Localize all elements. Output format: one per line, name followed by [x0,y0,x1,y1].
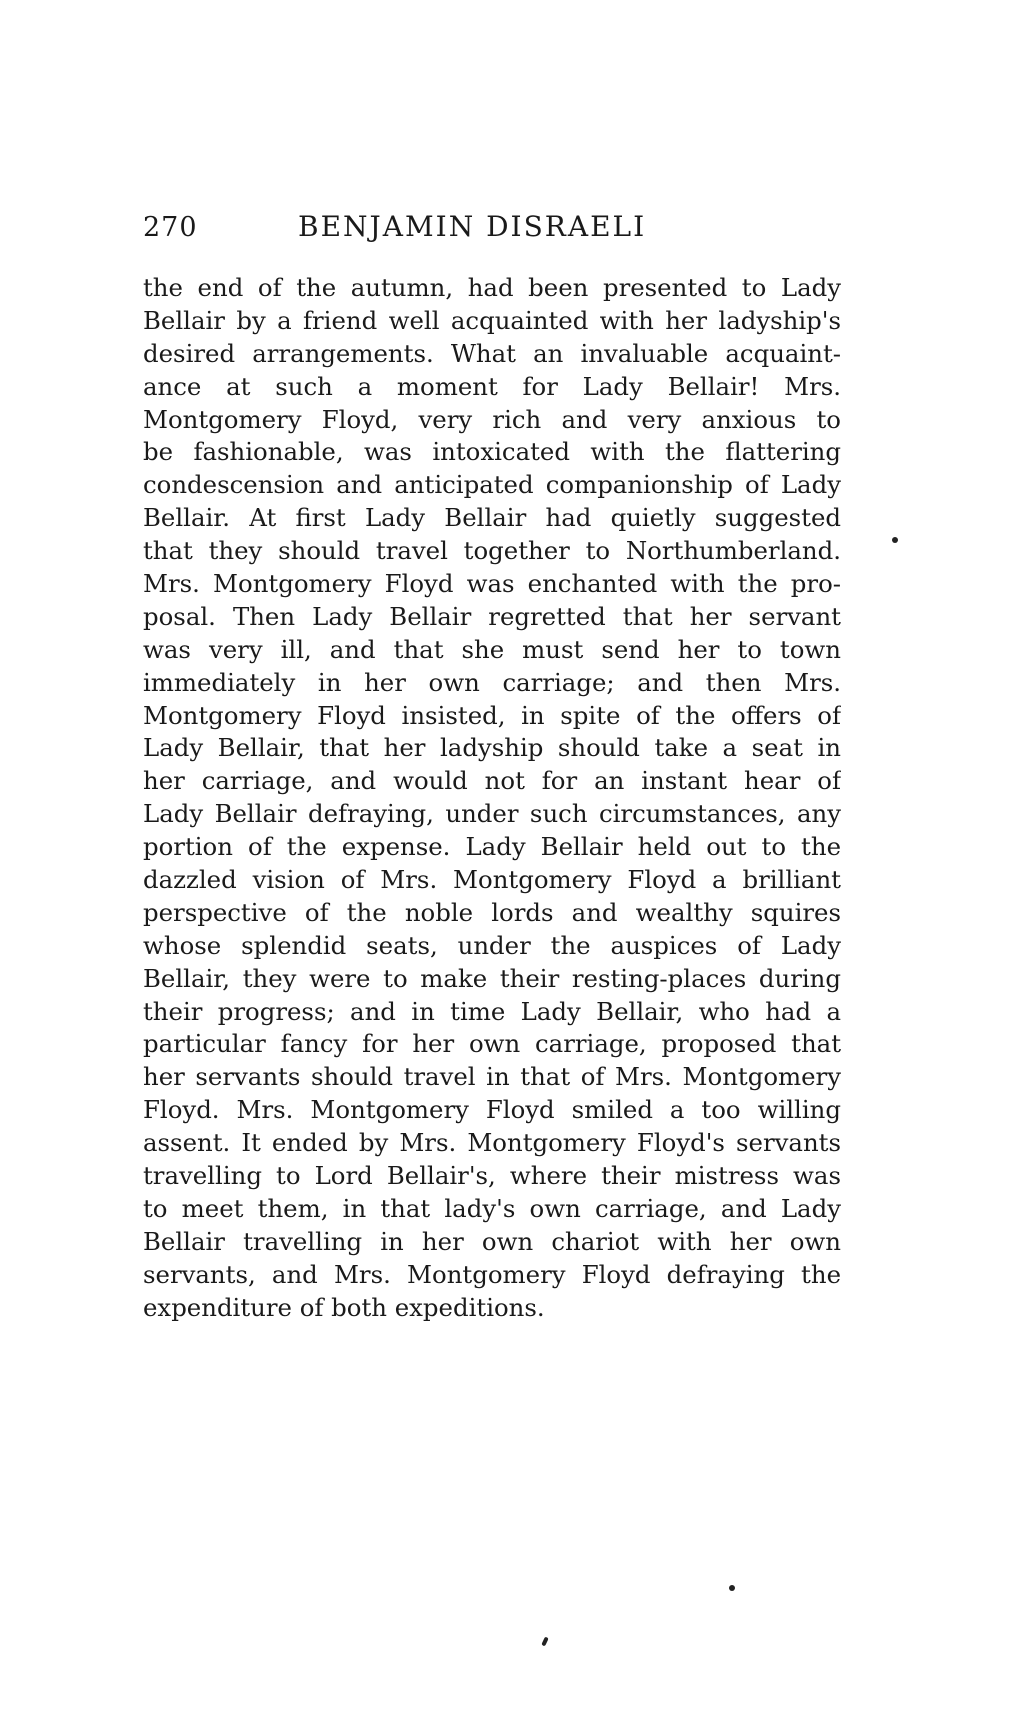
text-line: ance at such a moment for Lady Bellair! Mrs. [143,371,841,401]
text-line: particular fancy for her own carriage, proposed that [143,1029,841,1059]
text-line: desired arrangements. What an invaluable acquaint- [143,338,841,368]
text-line: Lady Bellair defraying, under such circumstances, any [143,799,841,829]
text-line: their progress; and in time Lady Bellair, who had a [143,996,841,1026]
page-number: 270 [143,212,198,243]
text-line: Montgomery Floyd insisted, in spite of the offers of [143,700,841,730]
text-line: be fashionable, was intoxicated with the flattering [143,437,841,467]
text-line: her carriage, and would not for an instant hear of [143,766,841,796]
text-line: that they should travel together to Northumberland. [143,536,841,566]
text-line: her servants should travel in that of Mrs. Montgomery [143,1062,841,1092]
text-line: to meet them, in that lady's own carriage, and Lady [143,1193,841,1223]
text-line: immediately in her own carriage; and then Mrs. [143,667,841,697]
text-line: posal. Then Lady Bellair regretted that her servant [143,601,841,631]
text-line: Bellair, they were to make their resting-places during [143,963,841,993]
running-head: BENJAMIN DISRAELI [298,210,647,243]
text-line: dazzled vision of Mrs. Montgomery Floyd a brilliant [143,865,841,895]
text-line: Floyd. Mrs. Montgomery Floyd smiled a too willing [143,1095,841,1125]
page-header [143,212,843,252]
text-line: condescension and anticipated companionship of Lady [143,470,841,500]
body-text [143,272,841,1325]
scan-speck [892,537,898,543]
text-line: was very ill, and that she must send her to town [143,634,841,664]
text-line: perspective of the noble lords and wealthy squires [143,897,841,927]
text-line: portion of the expense. Lady Bellair held out to the [143,832,841,862]
text-line: Bellair travelling in her own chariot with her own [143,1226,841,1256]
text-line: Bellair by a friend well acquainted with her ladyship's [143,305,841,335]
text-line: assent. It ended by Mrs. Montgomery Floyd's servants [143,1128,841,1158]
text-line: Montgomery Floyd, very rich and very anxious to [143,404,841,434]
text-line: whose splendid seats, under the auspices of Lady [143,930,841,960]
scan-speck [729,1585,735,1591]
text-line: Mrs. Montgomery Floyd was enchanted with the pro- [143,569,841,599]
text-line: Lady Bellair, that her ladyship should take a seat in [143,733,841,763]
text-line: Bellair. At first Lady Bellair had quietly suggested [143,503,841,533]
scan-speck [541,1637,548,1647]
text-line: the end of the autumn, had been presented to Lady [143,273,841,302]
text-line: expenditure of both expeditions. [143,1292,545,1322]
text-line: servants, and Mrs. Montgomery Floyd defraying the [143,1259,841,1289]
text-line: travelling to Lord Bellair's, where their mistress was [143,1161,841,1191]
